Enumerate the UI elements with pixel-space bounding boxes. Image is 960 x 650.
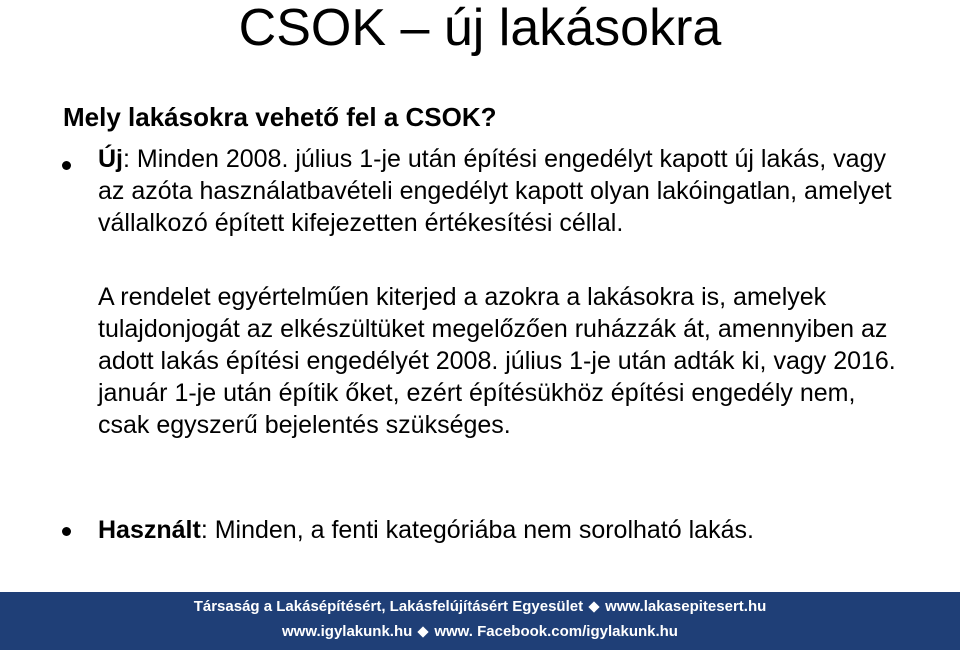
footer-site-link[interactable]: www.igylakunk.hu [282, 623, 413, 640]
rule-paragraph: A rendelet egyértelműen kiterjed a azokra a lakásokra is, amelyek tulajdonjogát az elkészültüket megelőzően ruházzák át, amennyiben az adott lakás építési engedélyét 2008. július 1-je után adták ki, vagy 2016. január 1-je után építik őket, ezért építésükhöz építési engedély nem, csak egyszerű bejelentés szükséges. [98, 283, 896, 439]
footer-org: Társaság a Lakásépítésért, Lakásfelújításért Egyesület [193, 598, 584, 615]
footer-line-1 [0, 598, 960, 615]
bullet-new [98, 143, 898, 239]
bullet-new-text: : Minden 2008. július 1-je után építési engedélyt kapott új lakás, vagy az azóta használatbavételi engedélyt kapott olyan lakóingatlan, amelyet vállalkozó épített kifejezetten értékesítési céllal. [98, 145, 892, 237]
subheading: Mely lakásokra vehető fel a CSOK? [63, 102, 497, 132]
slide-title: CSOK – új lakásokra [238, 0, 722, 57]
diamond-icon [588, 601, 599, 612]
bullet-used [98, 514, 928, 546]
bullet-new-label: Új [98, 145, 123, 173]
diamond-icon [418, 626, 429, 637]
bullet-dot [62, 527, 71, 536]
footer-facebook-link[interactable]: www. Facebook.com/igylakunk.hu [434, 623, 678, 640]
footer-site-link[interactable]: www.lakasepitesert.hu [605, 598, 767, 615]
bullet-used-label: Használt [98, 516, 201, 544]
bullet-dot [62, 161, 71, 170]
bullet-used-text: : Minden, a fenti kategóriába nem sorolható lakás. [200, 516, 754, 544]
footer-bar [0, 592, 960, 650]
footer-line-2 [0, 623, 960, 640]
